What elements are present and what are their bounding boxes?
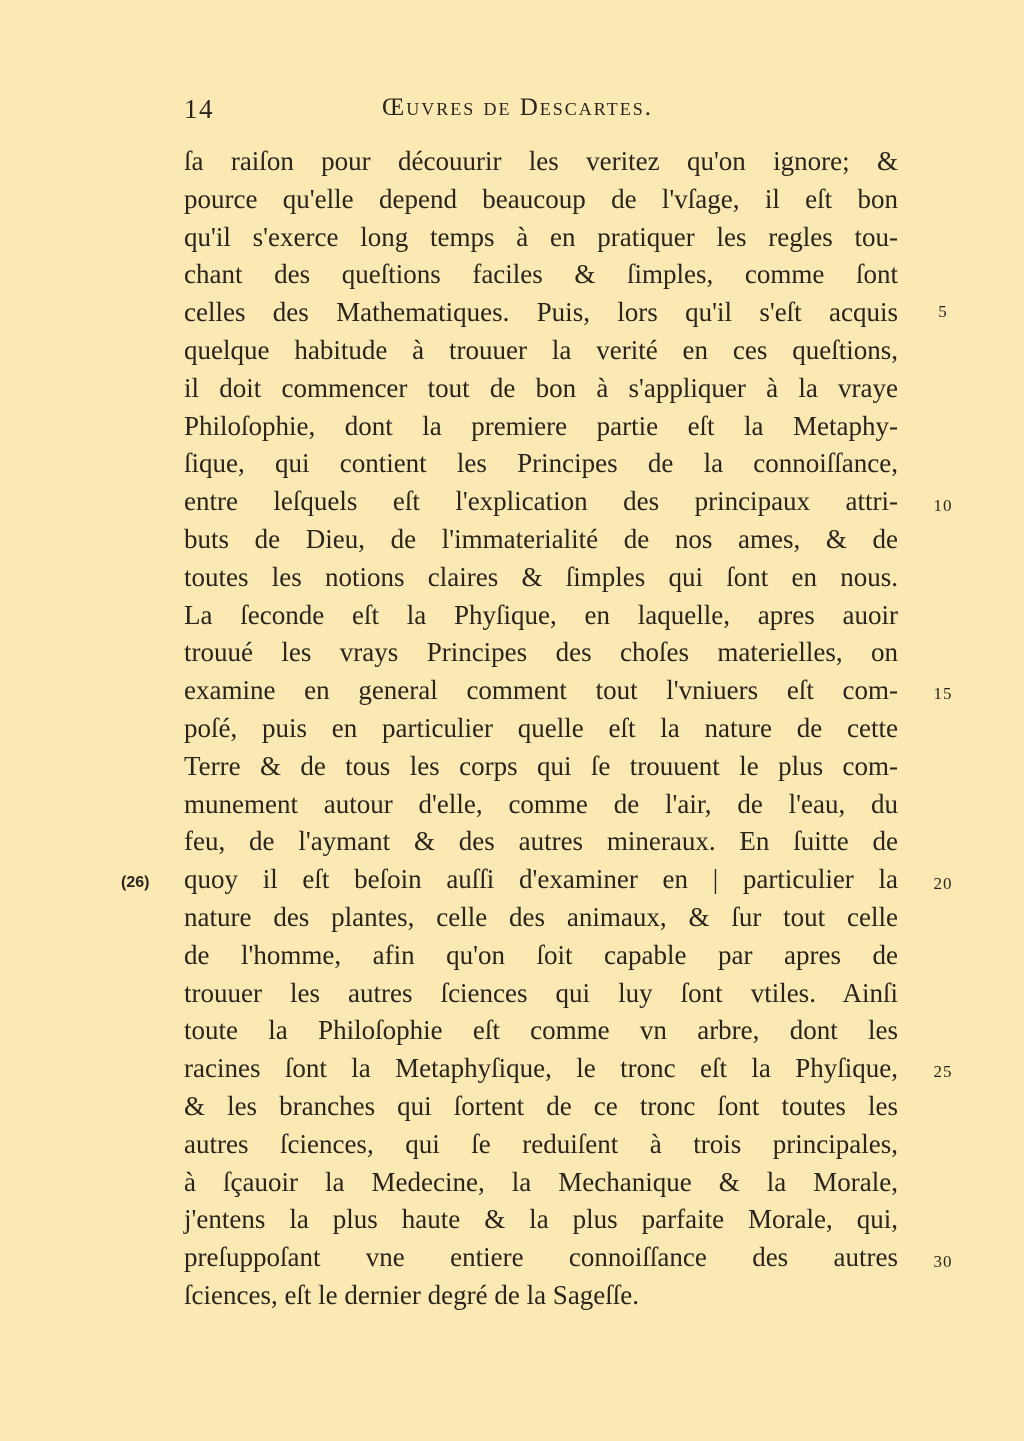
text-line: ſa raiſon pour découurir les veritez qu'on ignore; & (184, 146, 898, 176)
text-line: racines ſont la Metaphyſique, le tronc eſt la Phyſique, (184, 1053, 898, 1084)
text-body (184, 143, 898, 1315)
page-header (184, 94, 900, 128)
line-number: 5 (938, 302, 948, 321)
text-line: chant des queſtions faciles & ſimples, comme ſont (184, 259, 898, 290)
text-line: quoy il eſt beſoin auſſi d'examiner en | particulier la (184, 864, 898, 895)
text-line: preſuppoſant vne entiere connoiſſance des autres (184, 1242, 898, 1273)
text-line: feu, de l'aymant & des autres mineraux. En ſuitte de (184, 826, 898, 857)
text-line: pource qu'elle depend beaucoup de l'vſage, il eſt bon (184, 183, 898, 214)
text-line: trouuer les autres ſciences qui luy ſont vtiles. Ainſi (184, 977, 898, 1008)
text-line: & les branches qui ſortent de ce tronc ſont toutes les (184, 1090, 898, 1121)
text-line: ſique, qui contient les Principes de la connoiſſance, (184, 448, 898, 479)
text-line: qu'il s'exerce long temps à en pratiquer les regles tou- (184, 221, 898, 252)
text-line: quelque habitude à trouuer la verité en ces queſtions, (184, 334, 898, 365)
page-number: 14 (184, 94, 214, 124)
line-number: 25 (933, 1062, 953, 1081)
line-number: 20 (933, 874, 953, 893)
text-line: buts de Dieu, de l'immaterialité de nos ames, & de (184, 523, 898, 554)
text-line: munement autour d'elle, comme de l'air, de l'eau, du (184, 788, 898, 819)
text-line: trouué les vrays Principes des choſes materielles, on (184, 637, 898, 668)
text-line: il doit commencer tout de bon à s'appliquer à la vraye (184, 372, 898, 403)
running-title: Œuvres de Descartes. (382, 94, 653, 121)
line-number: 15 (933, 684, 953, 703)
text-line: ſciences, eſt le dernier degré de la Sageſſe. (184, 1279, 640, 1310)
text-line: autres ſciences, qui ſe reduiſent à trois principales, (184, 1128, 898, 1159)
text-line: celles des Mathematiques. Puis, lors qu'il s'eſt acquis (184, 297, 898, 328)
text-line: poſé, puis en particulier quelle eſt la nature de cette (184, 712, 898, 743)
text-line: La ſeconde eſt la Phyſique, en laquelle, apres auoir (184, 599, 898, 630)
text-line: Philoſophie, dont la premiere partie eſt la Metaphy- (184, 410, 898, 441)
line-number: 10 (933, 496, 953, 515)
text-line: nature des plantes, celle des animaux, & ſur tout celle (184, 901, 898, 932)
text-line: examine en general comment tout l'vniuers eſt com- (184, 675, 898, 706)
text-line: de l'homme, afin qu'on ſoit capable par apres de (184, 939, 898, 970)
text-line: toute la Philoſophie eſt comme vn arbre, dont les (184, 1015, 898, 1046)
text-line: j'entens la plus haute & la plus parfaite Morale, qui, (184, 1204, 898, 1235)
margin-reference: (26) (121, 874, 150, 891)
text-line: toutes les notions claires & ſimples qui ſont en nous. (184, 561, 898, 592)
text-line: à ſçauoir la Medecine, la Mechanique & la Morale, (184, 1166, 898, 1197)
text-line: entre leſquels eſt l'explication des principaux attri- (184, 486, 898, 517)
text-line: Terre & de tous les corps qui ſe trouuent le plus com- (184, 750, 898, 781)
line-number: 30 (933, 1252, 953, 1271)
